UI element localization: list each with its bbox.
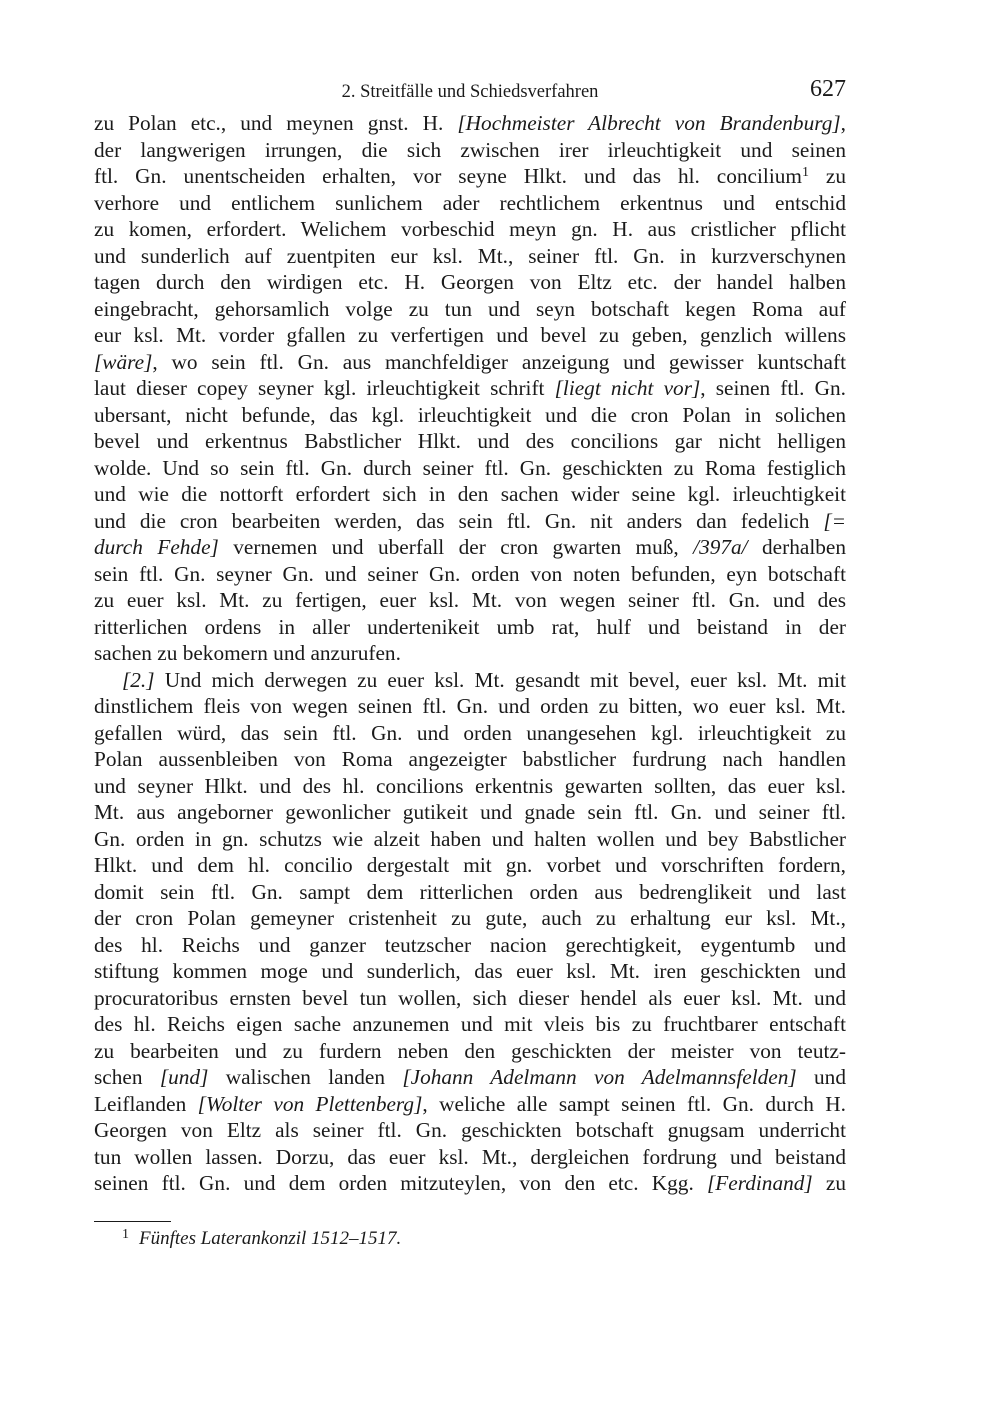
text-line: stiftung kommen moge und sunderlich, das euer ksl. Mt. iren geschickten und [94,959,846,983]
text-line [94,1091,846,1118]
editorial-insertion: [Johann Adelmann von Adelmannsfelden] [402,1065,797,1089]
editorial-insertion: [Ferdinand] [706,1171,813,1195]
text-line: des hl. Reichs und ganzer teutzscher nacion gerechtigkeit, eygentumb und [94,932,846,957]
editorial-insertion: [und] [159,1065,209,1089]
footnote [122,1227,401,1250]
text-run: , weliche alle sampt seinen ftl. Gn. durch H. [422,1091,847,1116]
text-run: laut dieser copey seyner kgl. irleuchtigkeit schrift [94,376,555,400]
text-line: zu bearbeiten und zu furdern neben den geschickten der meister von teutz- [94,1038,846,1063]
footnote-reference[interactable]: 1 [801,165,809,180]
text-line: bevel und erkentnus Babstlicher Hlkt. und des concilions gar nicht helligen [94,429,846,453]
section-number: [2.] [122,667,155,692]
text-line: sein ftl. Gn. seyner Gn. und seiner Gn. orden von noten befunden, eyn botschaft [94,561,846,586]
text-run: ftl. Gn. unentscheiden erhalten, vor seyne Hlkt. und das hl. concilium [94,164,802,188]
text-line: zu komen, erfordert. Welichem vorbeschid meyn gn. H. aus cristlicher pflicht [94,217,846,241]
text-line [94,375,846,402]
paragraph-2 [94,667,846,1197]
running-title: 2. Streitfälle und Schiedsverfahren [341,82,599,102]
text-line: der cron Polan gemeyner cristenheit zu gute, auch zu erhaltung eur ksl. Mt., [94,906,846,930]
text-run: zu [808,164,846,188]
text-run: , seinen ftl. Gn. [700,376,846,400]
text-line [94,534,846,561]
text-run: Leiflanden [94,1091,198,1116]
page-number: 627 [810,76,846,102]
folio-marker: /397a/ [693,535,748,559]
text-run: und die cron bearbeiten werden, das sein ftl. Gn. nit anders dan fedelich [94,508,824,533]
text-run: schen [94,1065,160,1089]
text-run: , wo sein ftl. Gn. aus manchfeldiger anzeigung und gewisser kuntschaft [152,349,846,374]
text-line [94,163,846,190]
text-line: ubersant, nicht befunde, das kgl. irleuchtigkeit und die cron Polan in solichen [94,402,846,427]
text-run: zu [812,1171,846,1195]
text-line: und seyner Hlkt. und des hl. concilions erkentnis gewarten sollten, das euer ksl. [94,773,846,798]
text-run: seinen ftl. Gn. und dem orden mitzuteylen, von den etc. Kgg. [94,1171,707,1195]
text-run: , [840,111,846,135]
text-line [94,110,846,137]
text-line [94,508,846,535]
text-line: Gn. orden in gn. schutzs wie alzeit haben und halten wollen und bey Babstlicher [94,826,846,851]
text-line: verhore und entlichem sunlichem ader rechtlichem erkentnus und entschid [94,190,846,215]
editorial-insertion: [Hochmeister Albrecht von Brandenburg] [457,111,841,135]
text-line: und wie die nottorft erfordert sich in den sachen wider seine kgl. irleuchtigkeit [94,482,846,506]
text-line: Mt. aus angeborner gewonlicher gutikeit und gnade sein ftl. Gn. und seiner ftl. [94,800,846,824]
text-line: Polan aussenbleiben von Roma angezeigter babstlicher furdrung nach handlen [94,747,846,771]
editorial-insertion: [liegt nicht vor] [554,376,701,400]
running-head [94,76,846,110]
text-line: wolde. Und so sein ftl. Gn. durch seiner ftl. Gn. geschickten zu Roma festiglich [94,455,846,480]
text-line [94,1170,846,1197]
text-line: und sunderlich auf zuentpiten eur ksl. Mt., seiner ftl. Gn. in kurzverschynen [94,243,846,268]
text-line: zu euer ksl. Mt. zu fertigen, euer ksl. Mt. von wegen seiner ftl. Gn. und des [94,588,846,612]
text-run: derhalben [747,535,846,559]
text-line [94,667,846,694]
editorial-insertion: [Wolter von Plettenberg] [197,1091,423,1116]
footnote-mark: 1 [122,1227,129,1242]
editorial-insertion: durch Fehde] [94,535,219,559]
text-line: Hlkt. und dem hl. concilio dergestalt mit gn. vorbet und vorschriften fordern, [94,853,846,877]
text-line: sachen zu bekomern und anzurufen. [94,641,401,665]
footnote-text: Fünftes Laterankonzil 1512–1517. [139,1228,402,1249]
footnote-rule [94,1221,171,1222]
text-line: gefallen würd, das sein ftl. Gn. und orden unangesehen kgl. irleuchtigkeit zu [94,720,846,745]
text-line: dinstlichem fleis von wegen seinen ftl. Gn. und orden zu bitten, wo euer ksl. Mt. [94,694,846,718]
text-line: tun wollen lassen. Dorzu, das euer ksl. Mt., dergleichen fordrung und beistand [94,1144,846,1169]
text-run: Und mich derwegen zu euer ksl. Mt. gesandt mit bevel, euer ksl. Mt. mit [154,667,846,692]
text-line: procuratoribus ernsten bevel tun wollen, sich dieser hendel als euer ksl. Mt. und [94,985,846,1010]
text-line: ritterlichen ordens in aller undertenikeit umb rat, hulf und beistand in der [94,614,846,639]
text-line [94,349,846,376]
text-line: domit sein ftl. Gn. sampt dem ritterlichen orden aus bedrenglikeit und last [94,879,846,904]
text-line [94,1064,846,1091]
editorial-insertion: [= [823,508,846,533]
text-line: eur ksl. Mt. vorder gfallen zu verfertigen und bevel zu geben, genzlich willens [94,323,846,347]
text-line: Georgen von Eltz als seiner ftl. Gn. geschickten botschaft gnugsam underricht [94,1118,846,1142]
text-line: der langwerigen irrungen, die sich zwischen irer irleuchtigkeit und seinen [94,137,846,162]
text-line: eingebracht, gehorsamlich volge zu tun und seyn botschaft kegen Roma auf [94,296,846,321]
text-line: des hl. Reichs eigen sache anzunemen und mit vleis bis zu fruchtbarer entschaft [94,1012,846,1036]
text-line: tagen durch den wirdigen etc. H. Georgen von Eltz etc. der handel halben [94,270,846,294]
editorial-insertion: [wäre] [94,349,153,374]
paragraph-1 [94,110,846,667]
text-run: vernemen und uberfall der cron gwarten muß, [218,535,694,559]
text-run: zu Polan etc., und meynen gnst. H. [94,111,458,135]
text-run: walischen landen [208,1065,403,1089]
text-run: und [796,1065,846,1089]
page [94,76,846,1197]
main-text [94,110,846,1197]
